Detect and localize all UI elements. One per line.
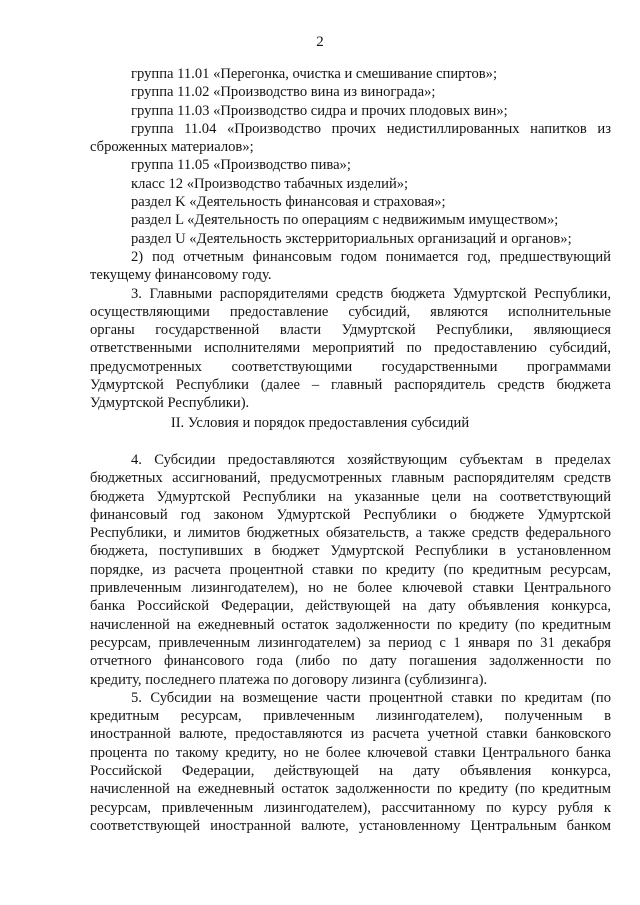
text-line: отчетного финансового года (либо по дату погашения задолженности по <box>90 653 611 670</box>
text-line: органы государственной власти Удмуртской Республики, являющиеся <box>90 322 611 339</box>
text-line: ресурсам, привлеченным лизингодателем), рассчитанному по курсу рубля к <box>90 799 611 816</box>
text-line: группа 11.05 «Производство пива»; <box>131 157 351 174</box>
text-line: раздел K «Деятельность финансовая и страховая»; <box>131 194 446 211</box>
text-line: Удмуртской Республики). <box>90 395 250 412</box>
text-line: 5. Субсидии на возмещение части процентной ставки по кредитам (по <box>131 689 611 706</box>
text-line: соответствующей иностранной валюте, установленному Центральным банком <box>90 817 611 834</box>
page-number: 2 <box>316 34 324 50</box>
text-line: класс 12 «Производство табачных изделий»; <box>131 175 409 192</box>
text-line: 4. Субсидии предоставляются хозяйствующим субъектам в пределах <box>131 452 611 468</box>
text-line: бюджета, поступивших в бюджет Удмуртской Республики в установленном <box>90 543 611 560</box>
body-text-bottom <box>90 451 611 835</box>
text-line: группа 11.01 «Перегонка, очистка и смешивание спиртов»; <box>131 66 497 82</box>
text-line: раздел U «Деятельность экстерриториальных организаций и органов»; <box>131 230 572 247</box>
text-line: процента по такому кредиту, но не более ключевой ставки Центрального банка <box>90 744 611 761</box>
text-line: 3. Главными распорядителями средств бюджета Удмуртской Республики, <box>131 285 611 302</box>
text-line: Российской Федерации, действующей на дату объявления конкурса, <box>90 763 611 780</box>
text-line: осуществляющими предоставление субсидий, являются исполнительные <box>90 303 611 320</box>
text-line: Республики, и лимитов бюджетных обязательств, а также средств федерального <box>90 525 611 542</box>
text-line: бюджета Удмуртской Республики на указанные цели на соответствующий <box>90 488 611 505</box>
text-line: 2) под отчетным финансовым годом понимается год, предшествующий <box>131 248 611 265</box>
text-line: ресурсам, привлеченным лизингодателем) за период с 1 января по 31 декабря <box>90 634 611 651</box>
text-line: ответственными исполнителями мероприятий по предоставлению субсидий, <box>90 340 611 357</box>
text-line: раздел L «Деятельность по операциям с недвижимым имуществом»; <box>131 212 559 229</box>
text-line: группа 11.02 «Производство вина из винограда»; <box>131 84 436 101</box>
text-line: финансовый год законом Удмуртской Республики о бюджете Удмуртской <box>90 506 611 523</box>
text-line: Удмуртской Республики (далее – главный распорядитель средств бюджета <box>90 377 611 394</box>
section-heading: II. Условия и порядок предоставления субсидий <box>170 415 470 431</box>
text-line: иностранной валюте, предоставляются из расчета учетной ставки банковского <box>90 726 611 743</box>
text-line: текущему финансовому году. <box>90 267 272 284</box>
text-line: кредиту, последнего платежа по договору лизинга (сублизинга). <box>90 671 488 688</box>
text-line: сброженных материалов»; <box>90 139 254 156</box>
text-line: порядке, из расчета процентной ставки по кредиту (по кредитным ресурсам, <box>90 561 611 578</box>
text-line: банка Российской Федерации, действующей на дату объявления конкурса, <box>90 598 611 615</box>
text-line: начисленной на ежедневный остаток задолженности по кредиту (по кредитным <box>90 616 611 633</box>
text-line: бюджетных ассигнований, предусмотренных главным распорядителям средств <box>90 470 611 487</box>
body-text-top <box>90 65 611 413</box>
text-line: группа 11.03 «Производство сидра и прочих плодовых вин»; <box>131 102 508 119</box>
text-line: предусмотренных соответствующими государственными программами <box>90 358 611 375</box>
text-line: начисленной на ежедневный остаток задолженности по кредиту (по кредитным <box>90 781 611 798</box>
text-line: кредитным ресурсам, привлеченным лизингодателем), полученным в <box>90 708 611 725</box>
text-line: привлеченным лизингодателем), но не более ключевой ставки Центрального <box>90 580 611 597</box>
text-line: группа 11.04 «Производство прочих недистиллированных напитков из <box>131 120 611 137</box>
